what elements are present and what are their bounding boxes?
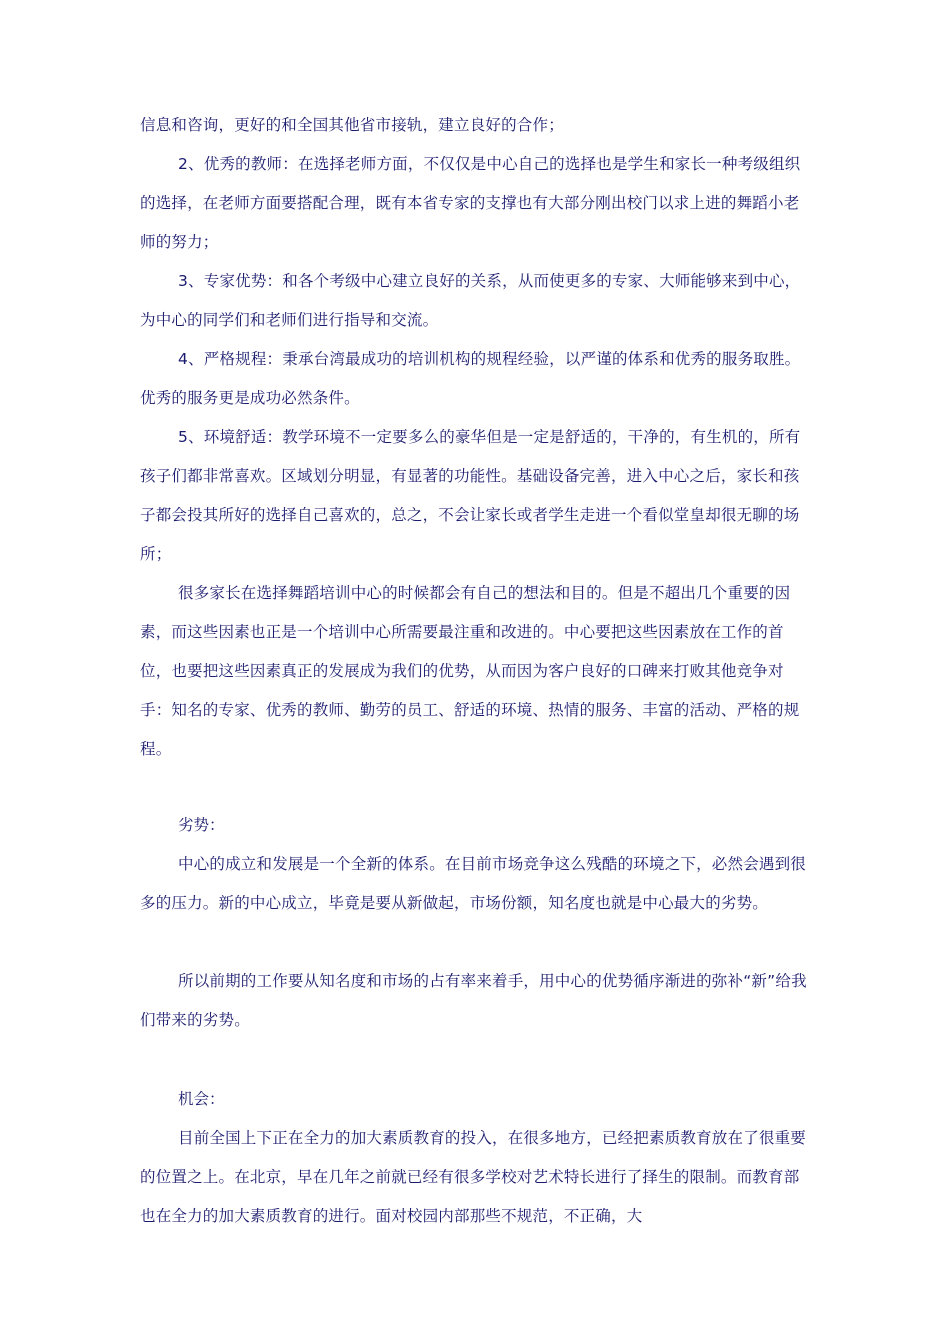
paragraph-comfortable-environment: 5、环境舒适：教学环境不一定要多么的豪华但是一定是舒适的，干净的，有生机的，所有孩子们都非常喜欢。区域划分明显，有显著的功能性。基础设备完善，进入中心之后，家长和孩子都会投其所好的选择自己喜欢的，总之，不会让家长或者学生走进一个看似堂皇却很无聊的场所； [140,428,801,563]
paragraph-expert-advantage: 3、专家优势：和各个考级中心建立良好的关系，从而使更多的专家、大师能够来到中心，为中心的同学们和老师们进行指导和交流。 [140,272,801,329]
heading-opportunity: 机会： [178,1090,225,1108]
paragraph-opportunity-1: 目前全国上下正在全力的加大素质教育的投入，在很多地方，已经把素质教育放在了很重要的位置之上。在北京，早在几年之前就已经有很多学校对艺术特长进行了择生的限制。而教育部也在全力的加大素质教育的进行。面对校园内部那些不规范，不正确，大 [140,1129,807,1225]
paragraph-weakness-2: 所以前期的工作要从知名度和市场的占有率来着手，用中心的优势循序渐进的弥补“新”给我们带来的劣势。 [140,972,807,1029]
paragraph-parents-factors: 很多家长在选择舞蹈培训中心的时候都会有自己的想法和目的。但是不超出几个重要的因素，而这些因素也正是一个培训中心所需要最注重和改进的。中心要把这些因素放在工作的首位，也要把这些因素真正的发展成为我们的优势，从而因为客户良好的口碑来打败其他竞争对手：知名的专家、优秀的教师、勤劳的员工、舒适的环境、热情的服务、丰富的活动、严格的规程。 [140,584,800,758]
paragraph-excellent-teachers: 2、优秀的教师：在选择老师方面，不仅仅是中心自己的选择也是学生和家长一种考级组织的选择，在老师方面要搭配合理，既有本省专家的支撑也有大部分刚出校门以求上进的舞蹈小老师的努力； [140,155,801,251]
paragraph-strict-rules: 4、严格规程：秉承台湾最成功的培训机构的规程经验，以严谨的体系和优秀的服务取胜。优秀的服务更是成功必然条件。 [140,350,801,407]
paragraph-continuation: 信息和咨询，更好的和全国其他省市接轨，建立良好的合作； [140,116,564,134]
paragraph-weakness-1: 中心的成立和发展是一个全新的体系。在目前市场竞争这么残酷的环境之下，必然会遇到很多的压力。新的中心成立，毕竟是要从新做起，市场份额，知名度也就是中心最大的劣势。 [140,855,807,912]
heading-weakness: 劣势： [178,816,225,834]
